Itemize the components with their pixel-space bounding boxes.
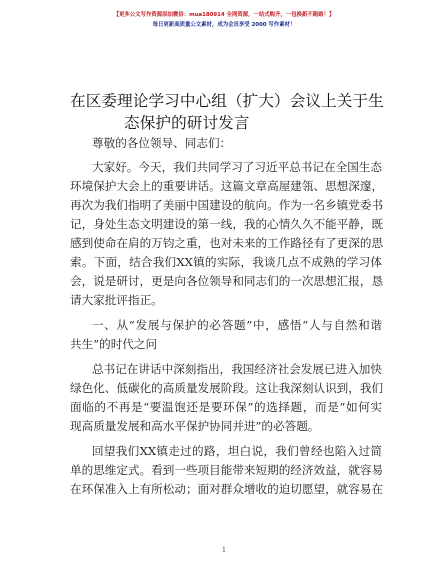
page-number: 1 — [221, 546, 227, 554]
body-line: 回望我们XX镇走过的路，坦白说，我们曾经也陷入过简 — [92, 444, 382, 458]
promo-banner-line-2: 每日更新高质量公文素材，成为会员享受 2000 写作素材！ — [152, 22, 296, 28]
body-line: 面临的不再是“要温饱还是要环保”的选择题，而是“如何实 — [70, 400, 382, 414]
body-line: 记，身处生态文明建设的第一线，我的心情久久不能平静，既 — [70, 217, 384, 231]
title-line-1: 在区委理论学习中心组（扩大）会议上关于生 — [70, 92, 384, 110]
salutation: 尊敬的各位领导、同志们： — [92, 136, 232, 150]
section-heading-1-line-1: 一、从“发展与保护的必答题”中，感悟“人与自然和谐 — [92, 318, 382, 332]
body-line: 现高质量发展和高水平保护协同并进”的必答题。 — [70, 419, 320, 433]
body-line: 会，说是研讨，更是向各位领导和同志们的一次思想汇报，恳 — [70, 274, 384, 288]
document-title — [70, 90, 382, 134]
title-line-2: 态保护的研讨发言 — [124, 114, 250, 132]
body-line: 环境保护大会上的重要讲话。这篇文章高屋建瓴、思想深邃， — [70, 179, 384, 193]
body-line: 再次为我们指明了美丽中国建设的航向。作为一名乡镇党委书 — [70, 198, 384, 212]
body-line: 请大家批评指正。 — [70, 293, 163, 307]
body-line: 总书记在讲话中深刻指出，我国经济社会发展已进入加快 — [92, 362, 382, 376]
body-line: 在环保准入上有所松动；面对群众增收的迫切愿望，就容易在 — [70, 482, 384, 496]
body-line: 绿色化、低碳化的高质量发展阶段。这让我深刻认识到，我们 — [70, 381, 384, 395]
body-line: 感到使命在肩的万钧之重，也对未来的工作路径有了更深的思 — [70, 236, 384, 250]
body-line: 单的思维定式。看到一些项目能带来短期的经济效益，就容易 — [70, 463, 384, 477]
section-heading-1-line-2: 共生”的时代之问 — [70, 337, 158, 351]
promo-banner-line-1: 【更多公文写作资源添加微信：mua180914 全网资源，一站式购齐，一包换新不跑路！】 — [113, 12, 335, 18]
body-line: 大家好。今天，我们共同学习了习近平总书记在全国生态 — [92, 160, 382, 174]
body-line: 索。下面，结合我们XX镇的实际，我谈几点不成熟的学习体 — [70, 255, 382, 269]
